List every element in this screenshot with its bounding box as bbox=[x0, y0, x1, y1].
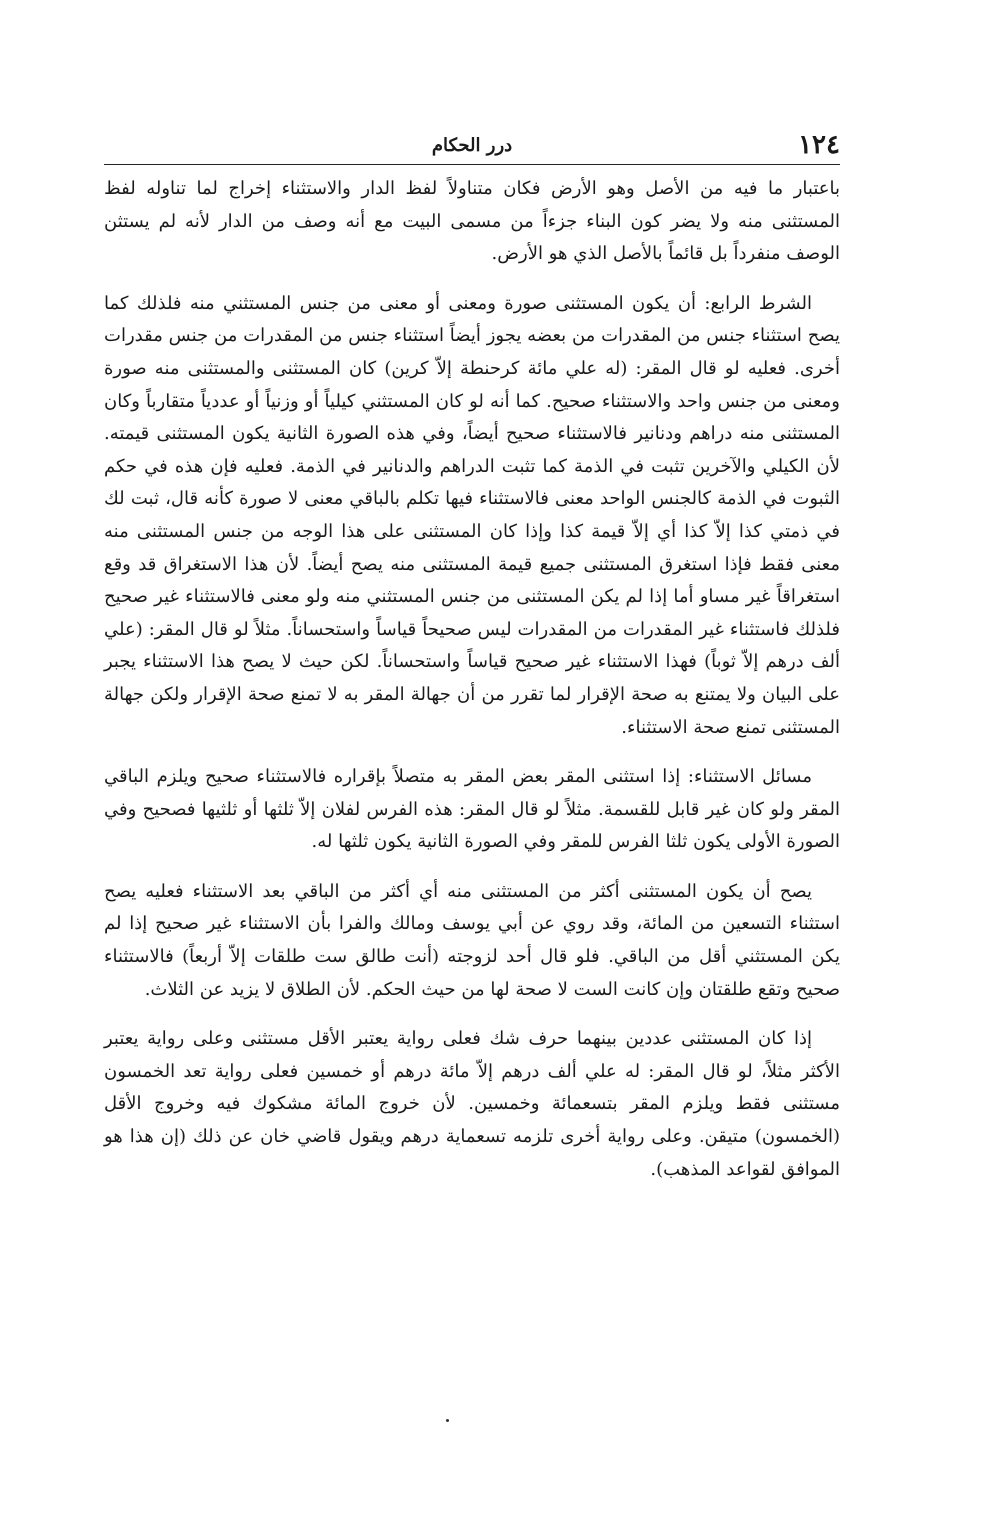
paragraph: يصح أن يكون المستثنى أكثر من المستثنى منه أي أكثر من الباقي بعد الاستثناء فعليه يصح استثناء التسعين من المائة، وقد روي عن أبي يوسف ومالك والفرا بأن الاستثناء غير صحيح إذا لم يكن المستثني أقل من الباقي. فلو قال أحد لزوجته (أنت طالق ست طلقات إلاّ أربعاً) فالاستثناء صحيح وتقع طلقتان وإن كانت الست لا صحة لها من حيث الحكم. لأن الطلاق لا يزيد عن الثلاث. bbox=[104, 880, 840, 1000]
book-title: درر الحكام bbox=[431, 135, 513, 156]
book-page bbox=[104, 128, 840, 1186]
page-number: ١٢٤ bbox=[798, 130, 840, 160]
paragraph: الشرط الرابع: أن يكون المستثنى صورة ومعنى أو معنى من جنس المستثني منه فلذلك كما يصح استثناء جنس من المقدرات من بعضه يجوز أيضاً استثناء جنس من المقدرات من جنس مقدرات أخرى. فعليه لو قال المقر: (له علي مائة كرحنطة إلاّ كرين) كان المستثنى والمستثنى منه صورة ومعنى من جنس واحد والاستثناء صحيح. كما أنه لو كان المستثني كيلياً أو وزنياً أو عددياً متقارباً وكان المستثنى منه دراهم ودنانير فالاستثناء صحيح أيضاً، وفي هذه الصورة الثانية يكون المستثنى قيمته. لأن الكيلي والآخرين تثبت في الذمة كما تثبت الدراهم والدنانير في الذمة. فعليه فإن هذه في حكم الثبوت في الذمة كالجنس الواحد معنى فالاستثناء فيها تكلم بالباقي معنى لا صورة كأنه قال، ثبت لك في ذمتي كذا إلاّ كذا أي إلاّ قيمة كذا وإذا كان المستثنى على هذا الوجه من جنس المستثنى منه معنى فقط فإذا استغرق المستثنى جميع قيمة المستثنى منه يصح أيضاً. لأن هذا الاستغراق قد وقع استغراقاً غير مساو أما إذا لم يكن المستثنى من جنس المستثني منه ولو معنى فالاستثناء غير صحيح فلذلك فاستثناء غير المقدرات من المقدرات ليس صحيحاً قياساً واستحساناً. مثلاً لو قال المقر: (علي ألف درهم إلاّ ثوباً) فهذا الاستثناء غير صحيح قياساً واستحساناً. لكن حيث لا يصح هذا الاستثناء يجبر على البيان ولا يمتنع به صحة الإقرار لما تقرر من أن جهالة المقر به لا تمنع صحة الإقرار ولكن جهالة المستثنى تمنع صحة الاستثناء. bbox=[104, 292, 840, 738]
paragraph: مسائل الاستثناء: إذا استثنى المقر بعض المقر به متصلاً بإقراره فالاستثناء صحيح ويلزم الباقي المقر ولو كان غير قابل للقسمة. مثلاً لو قال المقر: هذه الفرس لفلان إلاّ ثلثها أو ثلثيها فصحيح وفي الصورة الأولى يكون ثلثا الفرس للمقر وفي الصورة الثانية يكون ثلثها له. bbox=[104, 766, 840, 853]
scan-speck bbox=[446, 1419, 449, 1422]
paragraph: باعتبار ما فيه من الأصل وهو الأرض فكان متناولاً لفظ الدار والاستثناء إخراج لما تناوله لفظ المستثنى منه ولا يضر كون البناء جزءاً من مسمى البيت مع أنه وصف من الدار لأنه لم يستثن الوصف منفرداً بل قائماً بالأصل الذي هو الأرض. bbox=[104, 178, 840, 265]
running-header bbox=[104, 128, 840, 165]
page-body bbox=[104, 173, 840, 1186]
paragraph: إذا كان المستثنى عددين بينهما حرف شك فعلى رواية يعتبر الأقل مستثنى وعلى رواية يعتبر الأكثر مثلاً، لو قال المقر: له علي ألف درهم إلاّ مائة درهم أو خمسين فعلى رواية تعد الخمسون مستثنى فقط ويلزم المقر بتسعمائة وخمسين. لأن خروج المائة مشكوك فيه وخروج الأقل (الخمسون) متيقن. وعلى رواية أخرى تلزمه تسعماية درهم ويقول قاضي خان عن ذلك (إن هذا هو الموافق لقواعد المذهب). bbox=[104, 1028, 840, 1180]
